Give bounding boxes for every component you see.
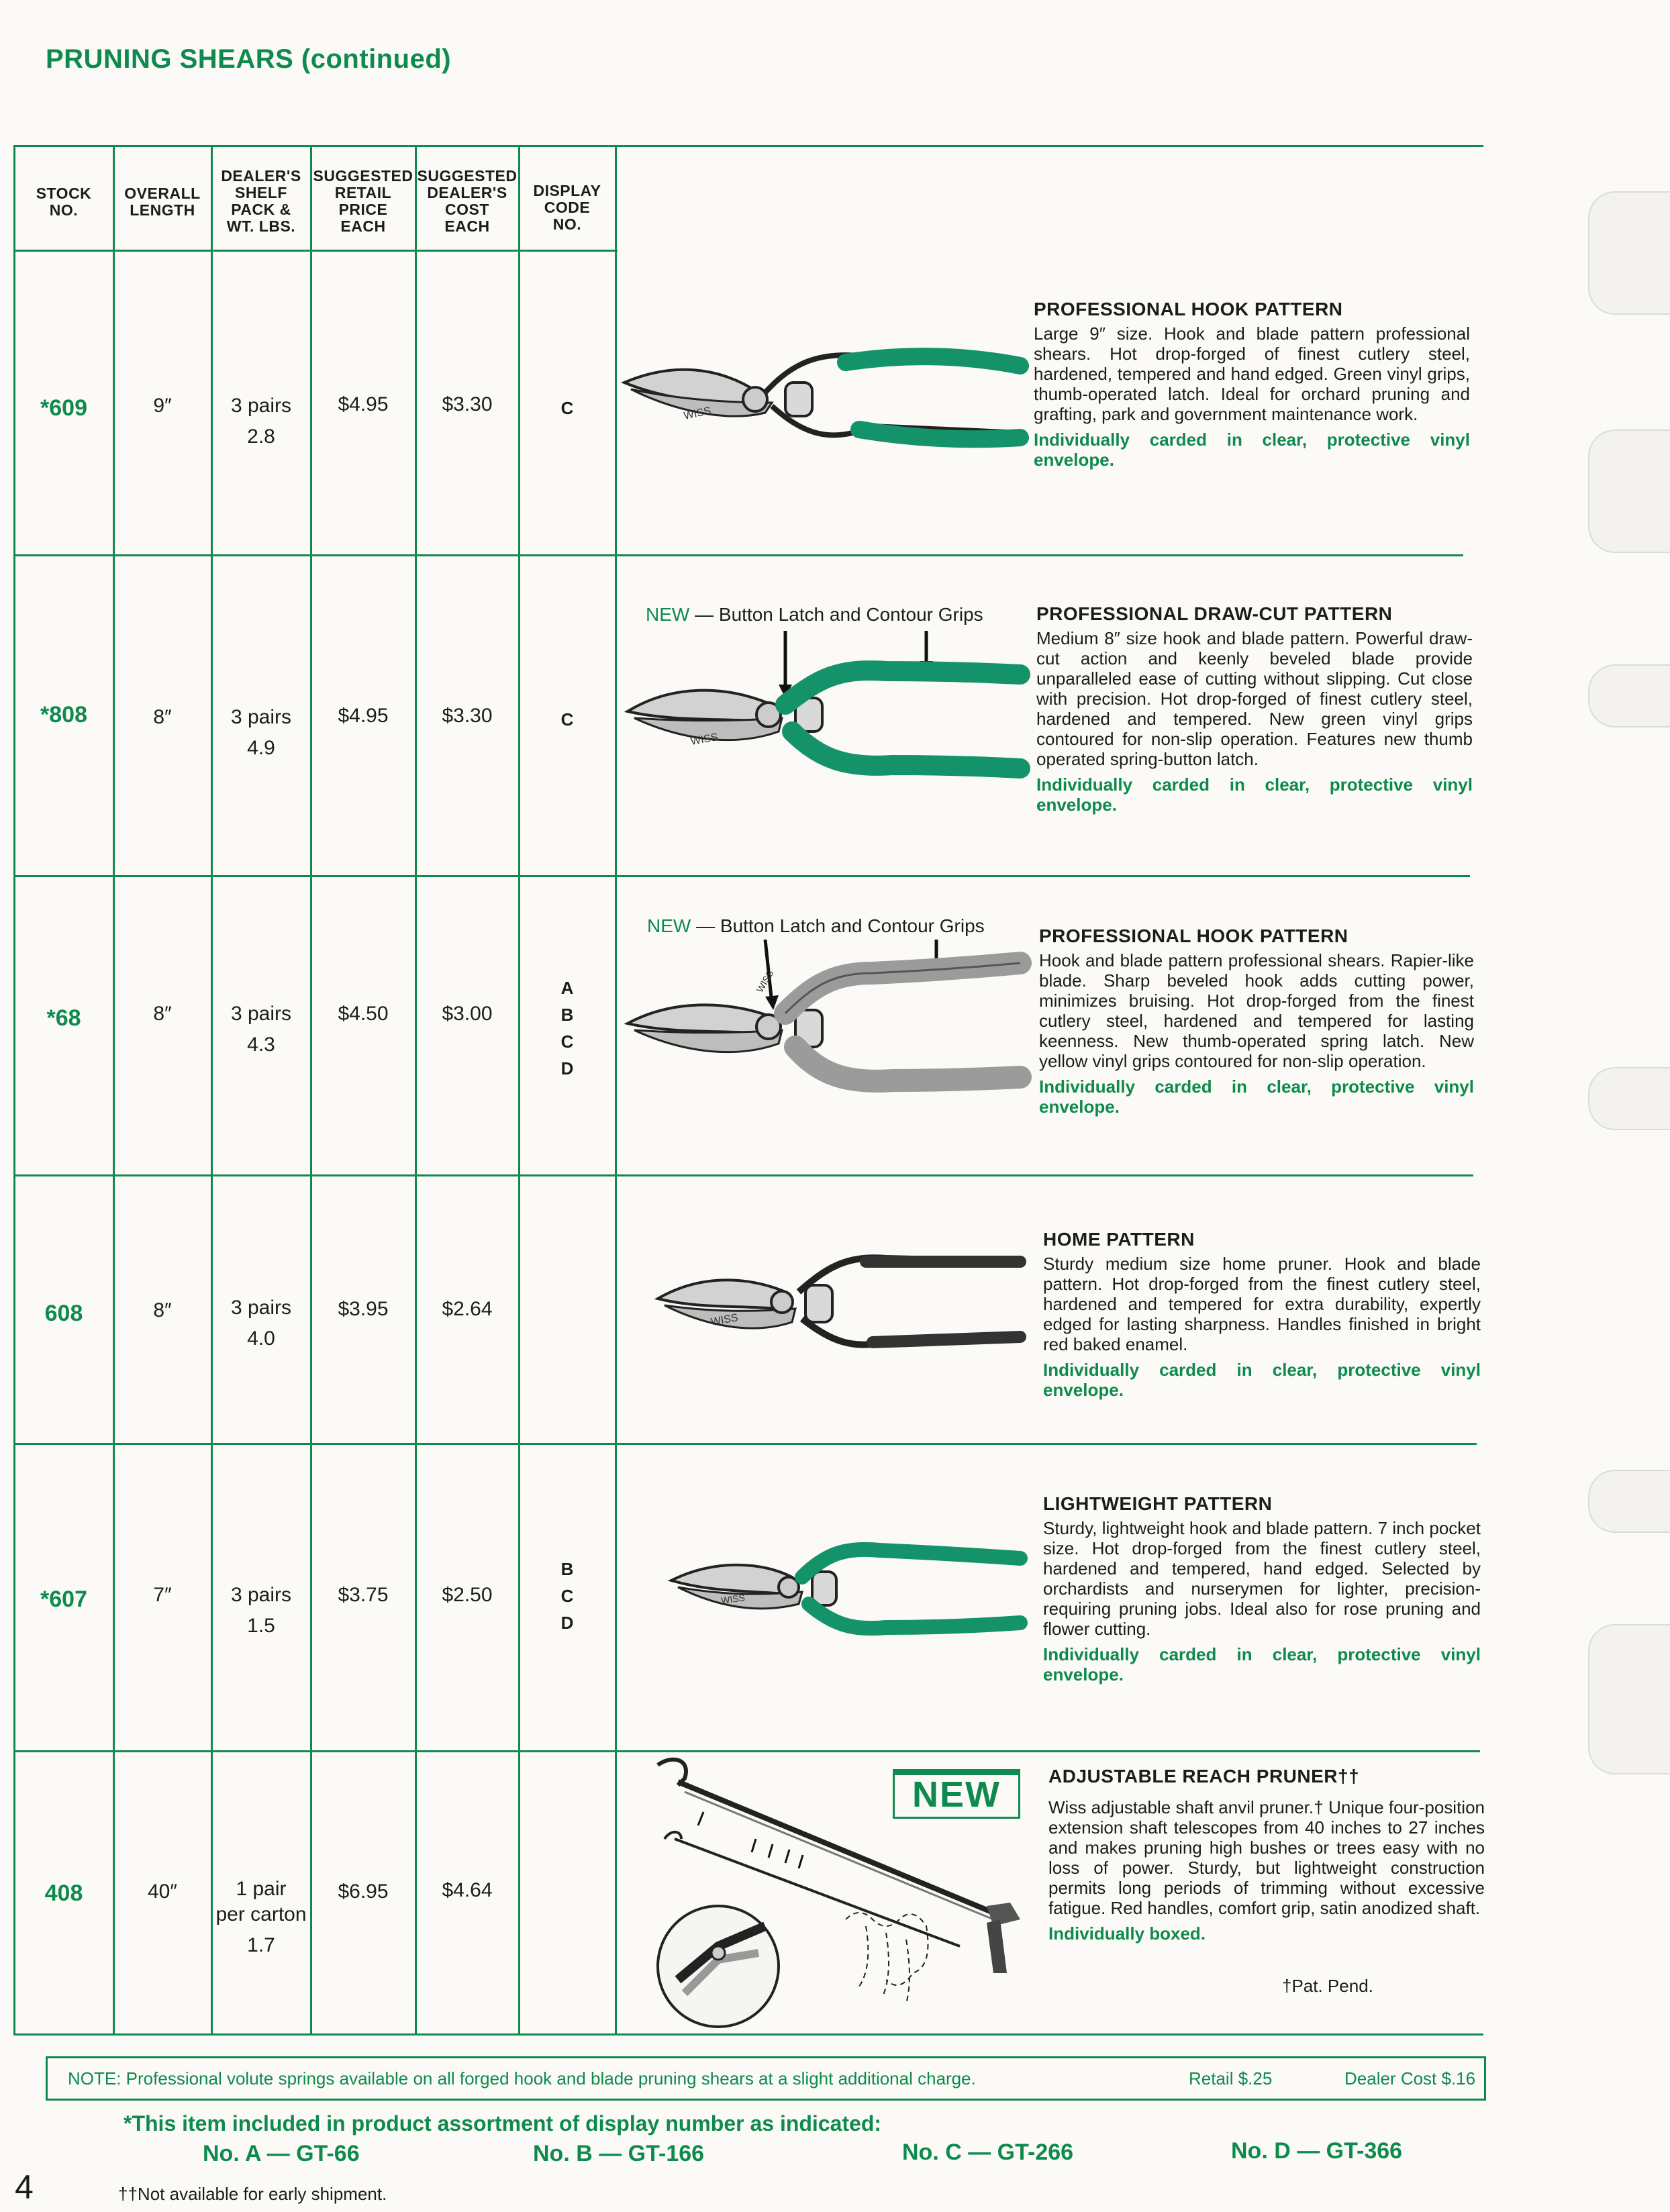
col-divider — [415, 145, 417, 2035]
pack-qty: 3 pairs — [230, 1003, 292, 1025]
patent-pending: †Pat. Pend. — [1282, 1976, 1373, 1996]
packaging-note: Individually carded in clear, protective vinyl envelope. — [1043, 1360, 1481, 1400]
dealer-cost: $3.00 — [442, 1003, 493, 1025]
overall-length: 40″ — [148, 1880, 177, 1903]
overall-length: 9″ — [153, 395, 172, 417]
page-title: PRUNING SHEARS (continued) — [46, 44, 452, 74]
brand-stamp: WISS — [683, 405, 712, 422]
retail-price: $4.95 — [338, 705, 389, 727]
product-body: Medium 8″ size hook and blade pattern. Powerful draw-cut action and keenly beveled blade provide unparalleled ease of cutting without slipping. Cut close with precision. Hot drop-forged of finest cutlery steel, hardened and tempered. New green vinyl grips contoured for non-slip operation. Features new thumb operated spring-button latch. — [1036, 628, 1473, 769]
packaging-note: Individually carded in clear, protective vinyl envelope. — [1039, 1076, 1474, 1117]
display-code: A — [560, 978, 574, 998]
display-code: C — [560, 1586, 574, 1606]
row-divider — [13, 1443, 1477, 1445]
dealer-cost: $2.50 — [442, 1584, 493, 1606]
display-number-c: No. C — GT-266 — [902, 2140, 1074, 2165]
stock-number: *68 — [46, 1005, 81, 1031]
shelf-pack — [212, 1580, 310, 1642]
reach-pruner-illustration — [644, 1752, 1020, 2037]
stock-number: *607 — [40, 1587, 87, 1612]
pack-weight: 4.9 — [247, 737, 275, 759]
stock-number: 608 — [44, 1301, 83, 1326]
shelf-pack — [212, 1876, 310, 1958]
row-divider — [13, 875, 1470, 877]
note-text: NOTE: Professional volute springs available on all forged hook and blade pruning shears at a slight additional charge. — [68, 2068, 976, 2089]
shelf-pack — [212, 702, 310, 764]
overall-length: 8″ — [153, 1299, 172, 1321]
pack-weight: 1.7 — [247, 1934, 275, 1956]
brand-stamp: WISS — [720, 1592, 746, 1606]
display-number-b: No. B — GT-166 — [533, 2141, 705, 2166]
shears-609-illustration — [618, 336, 1034, 473]
col-divider — [518, 145, 520, 2035]
product-body: Hook and blade pattern professional shears. Rapier-like blade. Sharp beveled hook adds cutting power, minimizes bruising. Hot drop-forged from the finest cutlery steel, hardened and tempered for lasting keenness. New thumb-operated spring latch. New yellow vinyl grips contoured for non-slip operation. — [1039, 950, 1474, 1071]
display-codes — [520, 706, 615, 733]
dealer-cost: $2.64 — [442, 1298, 493, 1320]
shelf-pack — [212, 391, 310, 452]
col-divider — [113, 145, 115, 2035]
dealer-cost: $3.30 — [442, 393, 493, 415]
new-tag: NEW — [647, 915, 691, 936]
row-divider — [13, 554, 1463, 556]
display-number-a: No. A — GT-66 — [203, 2141, 360, 2166]
pack-qty: 1 pair per carton — [215, 1878, 307, 1925]
product-description — [1048, 1766, 1485, 1944]
binder-tab — [1588, 430, 1670, 553]
product-body: Wiss adjustable shaft anvil pruner.† Unique four-position extension shaft telescopes from 40 inches to 27 inches and makes pruning high bushes or trees easy with no loss of power. Sturdy, but lightweight construction permits long periods of trimming without excessive fatigue. Red handles, comfort grip, satin anodized shaft. — [1048, 1797, 1485, 1918]
pack-qty: 3 pairs — [230, 706, 292, 728]
assortment-note: *This item included in product assortment of display number as indicated: — [124, 2111, 882, 2135]
shelf-pack — [212, 1293, 310, 1354]
display-codes — [520, 1556, 615, 1636]
display-code: D — [560, 1613, 574, 1633]
packaging-note: Individually carded in clear, protective vinyl envelope. — [1036, 774, 1473, 815]
product-body: Large 9″ size. Hook and blade pattern professional shears. Hot drop-forged of finest cutlery steel, hardened, tempered and hand edged. Green vinyl grips, thumb-operated latch. Ideal for orchard pruning and grafting, park and government maintenance work. — [1034, 323, 1470, 424]
binder-tab — [1588, 191, 1670, 315]
table-header-rule — [13, 250, 618, 252]
pack-qty: 3 pairs — [230, 395, 292, 417]
display-code: B — [560, 1559, 574, 1579]
retail-price: $4.50 — [338, 1003, 389, 1025]
retail-price: $4.95 — [338, 393, 389, 415]
pack-weight: 4.3 — [247, 1034, 275, 1056]
product-title: PROFESSIONAL HOOK PATTERN — [1034, 299, 1343, 319]
display-number-d: No. D — GT-366 — [1231, 2138, 1403, 2164]
binder-tab — [1588, 664, 1670, 727]
brand-stamp: WISS — [754, 968, 776, 995]
product-title: HOME PATTERN — [1043, 1229, 1195, 1250]
overall-length: 8″ — [153, 1003, 172, 1025]
shears-808-illustration — [618, 631, 1034, 795]
retail-price: $6.95 — [338, 1880, 389, 1903]
pack-qty: 3 pairs — [230, 1297, 292, 1319]
header-overall-length: OVERALL LENGTH — [124, 185, 201, 219]
new-tag: NEW — [646, 604, 690, 625]
product-description — [1039, 926, 1474, 1117]
display-code: D — [560, 1058, 574, 1078]
product-body: Sturdy medium size home pruner. Hook and blade pattern. Hot drop-forged from the finest cutlery steel, hardened and tempered for extra durability, expertly edged for lasting sharpness. Handles finished in bright red baked enamel. — [1043, 1254, 1481, 1354]
dealer-cost: $3.30 — [442, 705, 493, 727]
display-codes — [520, 395, 615, 421]
product-description — [1036, 604, 1473, 815]
binder-tab — [1588, 1470, 1670, 1533]
header-display-code: DISPLAY CODE NO. — [533, 182, 601, 233]
product-title: PROFESSIONAL DRAW-CUT PATTERN — [1036, 603, 1393, 624]
product-body: Sturdy, lightweight hook and blade pattern. 7 inch pocket size. Hot drop-forged from the finest cutlery steel, hardened and tempered, hand edged. Selected by orchardists and nurserymen for lighter, precision-requiring pruning jobs. Ideal also for rose pruning and flower cutting. — [1043, 1518, 1481, 1639]
display-code: C — [560, 1032, 574, 1052]
note-box — [46, 2056, 1486, 2101]
stock-number: *808 — [40, 702, 87, 727]
header-shelf-pack: DEALER'S SHELF PACK & WT. LBS. — [221, 167, 301, 235]
display-code: C — [560, 398, 574, 418]
note-retail: Retail $.25 — [1189, 2068, 1273, 2089]
note-dealer-cost: Dealer Cost $.16 — [1344, 2068, 1476, 2089]
new-feature-text: — Button Latch and Contour Grips — [689, 604, 983, 625]
header-retail-price: SUGGESTED RETAIL PRICE EACH — [313, 167, 413, 235]
dealer-cost: $4.64 — [442, 1879, 493, 1901]
display-code: C — [560, 709, 574, 730]
retail-price: $3.75 — [338, 1584, 389, 1606]
header-stock-no: STOCK NO. — [36, 185, 92, 219]
new-feature-text: — Button Latch and Contour Grips — [691, 915, 985, 936]
stock-number: *609 — [40, 395, 87, 421]
display-codes — [520, 974, 615, 1082]
packaging-note: Individually carded in clear, protective vinyl envelope. — [1043, 1644, 1481, 1685]
stock-number: 408 — [44, 1880, 83, 1906]
pack-weight: 4.0 — [247, 1327, 275, 1350]
new-feature-label — [647, 915, 985, 937]
product-description — [1034, 299, 1470, 470]
shelf-pack — [212, 999, 310, 1060]
brand-stamp: WISS — [689, 732, 719, 748]
new-badge: NEW — [893, 1769, 1020, 1819]
binder-tab — [1588, 1067, 1670, 1130]
shipment-note: ††Not available for early shipment. — [118, 2184, 387, 2204]
header-dealer-cost: SUGGESTED DEALER'S COST EACH — [417, 167, 518, 235]
table-top-rule — [13, 145, 1483, 147]
new-feature-label — [646, 604, 983, 625]
overall-length: 8″ — [153, 706, 172, 728]
shears-68-illustration — [618, 940, 1034, 1104]
product-title: LIGHTWEIGHT PATTERN — [1043, 1493, 1273, 1514]
binder-tab — [1588, 1624, 1670, 1774]
product-description — [1043, 1229, 1481, 1400]
retail-price: $3.95 — [338, 1298, 389, 1320]
pack-qty: 3 pairs — [230, 1584, 292, 1606]
pack-weight: 1.5 — [247, 1615, 275, 1637]
col-divider — [310, 145, 312, 2035]
col-divider — [13, 145, 15, 2035]
page-number: 4 — [15, 2168, 34, 2206]
shears-608-illustration — [644, 1235, 1034, 1372]
col-divider — [615, 145, 617, 2035]
display-code: B — [560, 1005, 574, 1025]
product-description — [1043, 1494, 1481, 1685]
packaging-note: Individually carded in clear, protective vinyl envelope. — [1034, 430, 1470, 470]
shears-607-illustration — [658, 1530, 1034, 1654]
product-title: ADJUSTABLE REACH PRUNER†† — [1048, 1766, 1360, 1787]
row-divider — [13, 1174, 1473, 1176]
product-title: PROFESSIONAL HOOK PATTERN — [1039, 925, 1348, 946]
brand-stamp: WISS — [709, 1312, 739, 1328]
pack-weight: 2.8 — [247, 425, 275, 448]
packaging-note: Individually boxed. — [1048, 1923, 1206, 1944]
overall-length: 7″ — [153, 1584, 172, 1606]
